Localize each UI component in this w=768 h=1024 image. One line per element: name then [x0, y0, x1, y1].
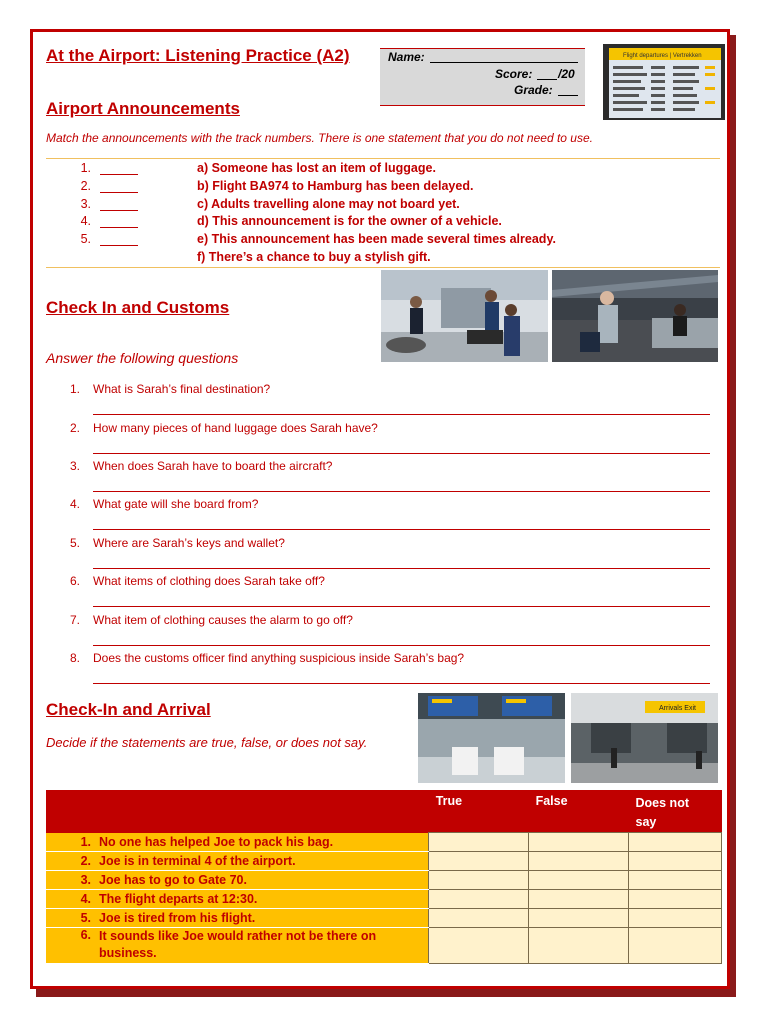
does-not-say-cell[interactable]: [629, 833, 722, 852]
checkin-desk-photo: [552, 270, 718, 362]
answer-line[interactable]: [93, 453, 710, 454]
answer-line[interactable]: [93, 683, 710, 684]
false-cell[interactable]: [529, 871, 629, 890]
section-heading-announcements: Airport Announcements: [46, 99, 240, 118]
security-check-illustration: [381, 270, 548, 362]
section2-instruction: Answer the following questions: [46, 350, 239, 366]
table-row: 1. No one has helped Joe to pack his bag.: [46, 833, 722, 852]
grade-field[interactable]: [558, 95, 578, 96]
arrivals-exit-illustration: [571, 693, 718, 783]
column-header-does-not-say: Does not say: [629, 790, 722, 833]
name-label: Name:: [388, 50, 425, 64]
answer-blank[interactable]: [100, 174, 138, 175]
score-field[interactable]: [537, 79, 557, 80]
answer-line[interactable]: [93, 568, 710, 569]
true-cell[interactable]: [429, 909, 529, 928]
section1-bottom-rule: [46, 267, 720, 268]
section1-instruction: Match the announcements with the track numbers. There is one statement that you do not need to use.: [46, 131, 593, 145]
table-row: 3. Joe has to go to Gate 70.: [46, 871, 722, 890]
section3-instruction: Decide if the statements are true, false, or does not say.: [46, 735, 368, 750]
score-total: /20: [558, 67, 575, 81]
does-not-say-cell[interactable]: [629, 871, 722, 890]
answer-line[interactable]: [93, 414, 710, 415]
departures-sign-text: Flight departures | Vertrekken: [623, 53, 702, 59]
does-not-say-cell[interactable]: [629, 909, 722, 928]
answer-blank[interactable]: [100, 210, 138, 211]
table-row: 5. Joe is tired from his flight.: [46, 909, 722, 928]
answer-line[interactable]: [93, 529, 710, 530]
arrivals-exit-photo: [571, 693, 718, 783]
answer-line[interactable]: [93, 606, 710, 607]
departures-board-illustration: [603, 44, 725, 120]
false-cell[interactable]: [529, 928, 629, 964]
does-not-say-cell[interactable]: [629, 928, 722, 964]
section-heading-checkin-customs: Check In and Customs: [46, 298, 230, 317]
answer-blank[interactable]: [100, 245, 138, 246]
answer-line[interactable]: [93, 645, 710, 646]
answer-line[interactable]: [93, 491, 710, 492]
section-heading-checkin-arrival: Check-In and Arrival: [46, 700, 211, 719]
table-row: 2. Joe is in terminal 4 of the airport.: [46, 852, 722, 871]
score-label: Score:: [495, 67, 533, 81]
false-cell[interactable]: [529, 890, 629, 909]
arrivals-sign-text: Arrivals Exit: [659, 705, 696, 712]
false-cell[interactable]: [529, 833, 629, 852]
true-cell[interactable]: [429, 871, 529, 890]
table-row: 4. The flight departs at 12:30.: [46, 890, 722, 909]
true-cell[interactable]: [429, 833, 529, 852]
true-cell[interactable]: [429, 890, 529, 909]
grade-label: Grade:: [514, 83, 553, 97]
checkin-desk-illustration: [552, 270, 718, 362]
security-check-photo: [381, 270, 548, 362]
checkin-hall-photo: [418, 693, 565, 783]
table-header-row: [46, 790, 722, 833]
true-cell[interactable]: [429, 852, 529, 871]
true-cell[interactable]: [429, 928, 529, 964]
column-header-true: True: [429, 790, 529, 833]
departures-board-photo: [603, 44, 725, 120]
column-header-false: False: [529, 790, 629, 833]
checkin-hall-illustration: [418, 693, 565, 783]
answer-blank[interactable]: [100, 227, 138, 228]
does-not-say-cell[interactable]: [629, 890, 722, 909]
answer-blank[interactable]: [100, 192, 138, 193]
does-not-say-cell[interactable]: [629, 852, 722, 871]
worksheet-title: At the Airport: Listening Practice (A2): [46, 46, 350, 65]
false-cell[interactable]: [529, 909, 629, 928]
section1-top-rule: [46, 158, 720, 159]
table-row: 6. It sounds like Joe would rather not be there on business.: [46, 928, 722, 964]
name-field[interactable]: [430, 62, 578, 63]
student-info-box: [380, 48, 585, 106]
true-false-table: [46, 790, 722, 964]
false-cell[interactable]: [529, 852, 629, 871]
